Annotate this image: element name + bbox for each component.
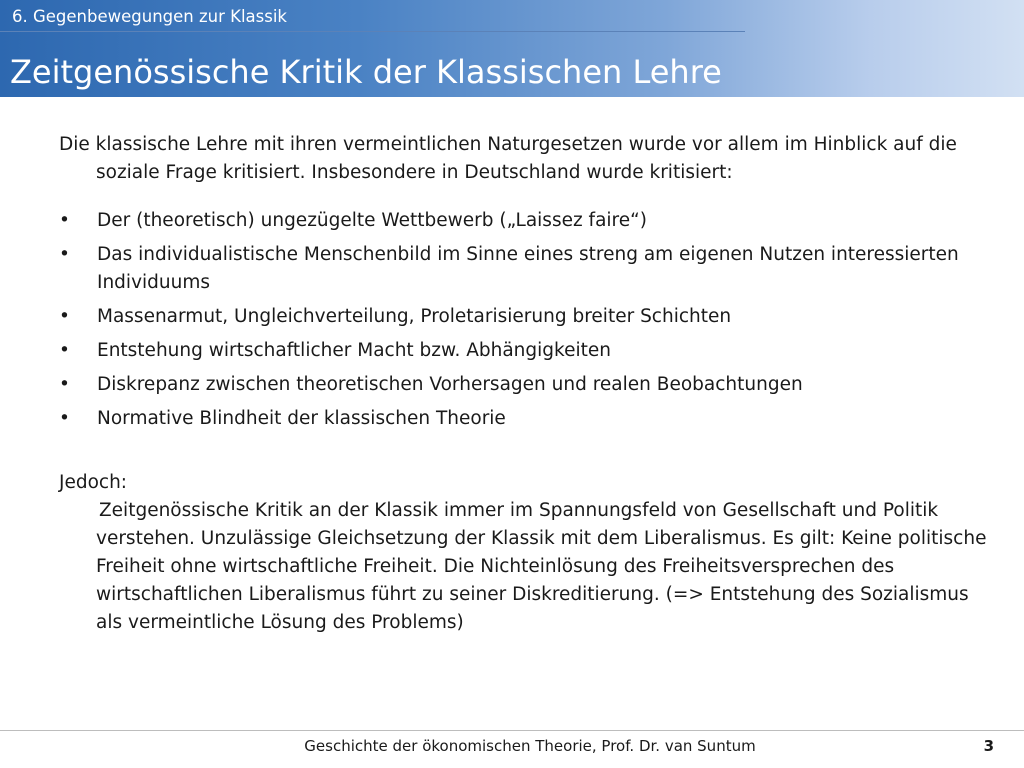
- section-label: 6. Gegenbewegungen zur Klassik: [12, 7, 287, 26]
- bullet-icon: •: [59, 210, 70, 231]
- list-item: [59, 337, 999, 365]
- intro-paragraph: Die klassische Lehre mit ihren vermeintlichen Naturgesetzen wurde vor allem im Hinblick auf die soziale Frage kritisiert. Insbesondere in Deutschland wurde kritisiert:: [59, 134, 957, 183]
- footer-text: Geschichte der ökonomischen Theorie, Prof. Dr. van Suntum: [304, 737, 756, 755]
- bullet-icon: •: [59, 340, 70, 361]
- bullet-icon: •: [59, 306, 70, 327]
- list-item: [59, 303, 999, 331]
- jedoch-label: Jedoch:: [59, 472, 128, 493]
- header-divider: [0, 31, 745, 32]
- footer-divider: [0, 730, 1024, 731]
- conclusion-paragraph: Zeitgenössische Kritik an der Klassik immer im Spannungsfeld von Gesellschaft und Politik verstehen. Unzulässige Gleichsetzung der Klassik mit dem Liberalismus. Es gilt: Keine politische Freiheit ohne wirtschaftliche Freiheit. Die Nichteinlösung des Freiheitsversprechen des wirtschaftlichen Liberalismus führt zu seiner Diskreditierung. (=> Entstehung des Sozialismus als vermeintliche Lösung des Problems): [96, 500, 987, 633]
- bullet-icon: •: [59, 408, 70, 429]
- list-item: [59, 405, 999, 433]
- critique-list: [59, 207, 999, 433]
- page-number: 3: [983, 737, 994, 755]
- list-item-text: Massenarmut, Ungleichverteilung, Proletarisierung breiter Schichten: [97, 306, 732, 327]
- list-item-text: Der (theoretisch) ungezügelte Wettbewerb („Laissez faire“): [97, 210, 647, 231]
- list-item: [59, 207, 999, 235]
- list-item-text: Diskrepanz zwischen theoretischen Vorhersagen und realen Beobachtungen: [97, 374, 803, 395]
- slide-title: Zeitgenössische Kritik der Klassischen Lehre: [10, 53, 722, 91]
- list-item-text: Normative Blindheit der klassischen Theorie: [97, 408, 506, 429]
- bullet-icon: •: [59, 244, 70, 265]
- list-item: [59, 241, 999, 297]
- list-item: [59, 371, 999, 399]
- slide-content: [59, 131, 999, 637]
- list-item-text: Entstehung wirtschaftlicher Macht bzw. Abhängigkeiten: [97, 340, 611, 361]
- list-item-text: Das individualistische Menschenbild im Sinne eines streng am eigenen Nutzen interessierten Individuums: [97, 244, 959, 293]
- bullet-icon: •: [59, 374, 70, 395]
